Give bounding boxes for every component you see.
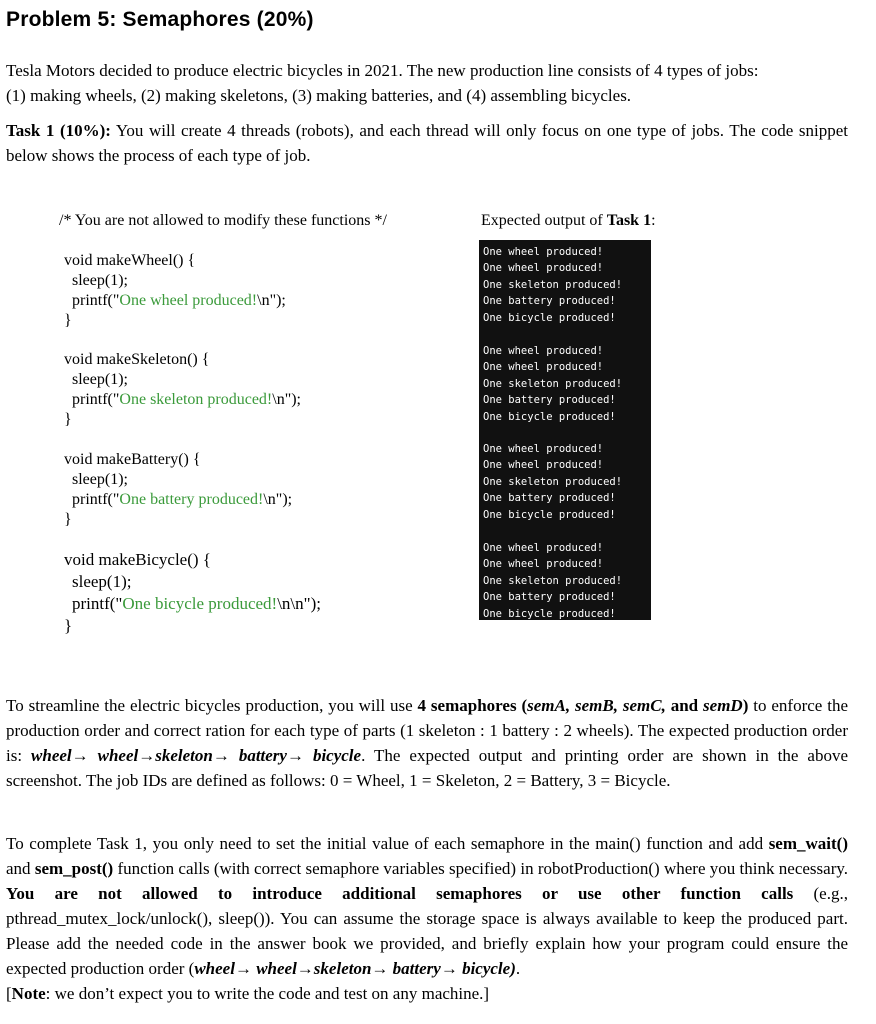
- text-run: .: [515, 959, 521, 978]
- function-signature: void makeBattery() {: [64, 451, 201, 468]
- text-run-bold: and: [665, 696, 704, 715]
- task1-text: You will create 4 threads (robots), and each thread will only focus on one type of jobs. The code snippet below shows the process of each type of job.: [6, 121, 848, 165]
- function-make-battery: [64, 450, 292, 530]
- printf-message: One wheel produced!: [119, 292, 258, 309]
- task1-paragraph: [6, 118, 848, 168]
- expected-label-task: Task 1: [606, 212, 652, 229]
- expected-label-prefix: Expected output of: [481, 212, 607, 229]
- production-order: wheel→ wheel→skeleton→ battery→ bicycle: [31, 746, 362, 765]
- printf-close: \n");: [257, 292, 286, 309]
- semaphore-name-d: semD: [703, 696, 743, 715]
- restriction-text: You are not allowed to introduce additional semaphores or use other function calls: [6, 884, 794, 903]
- function-printf: [64, 490, 292, 510]
- function-close-brace: }: [64, 616, 73, 635]
- function-signature: void makeBicycle() {: [64, 550, 211, 569]
- text-run: . The expected output and printing order are shown in the above screenshot. The job IDs are defined as follows: 0 = Wheel, 1 = Skeleton, 2 = Battery, 3 = Bicycle.: [6, 746, 848, 790]
- terminal-line: One battery produced!: [483, 394, 616, 407]
- printf-close: \n");: [272, 391, 301, 408]
- function-close-brace: }: [64, 312, 72, 329]
- code-comment: /* You are not allowed to modify these functions */: [59, 212, 387, 229]
- streamline-paragraph: [6, 693, 848, 793]
- terminal-line: One wheel produced!: [483, 361, 604, 374]
- function-close-brace: }: [64, 511, 72, 528]
- terminal-output-screenshot: [479, 240, 651, 620]
- terminal-line: One bicycle produced!: [483, 607, 616, 620]
- terminal-line: One bicycle produced!: [483, 410, 616, 423]
- printf-message: One bicycle produced!: [122, 594, 278, 613]
- terminal-line: One bicycle produced!: [483, 311, 616, 324]
- function-printf: [64, 291, 286, 311]
- terminal-line: One wheel produced!: [483, 459, 604, 472]
- printf-open: printf(": [72, 292, 120, 309]
- printf-close: \n\n");: [277, 594, 321, 613]
- text-run: function calls (with correct semaphore variables specified) in robotProduction() where you think necessary.: [113, 859, 848, 878]
- function-sleep: sleep(1);: [72, 471, 128, 488]
- problem-title: Problem 5: Semaphores (20%): [6, 8, 314, 31]
- terminal-line: One wheel produced!: [483, 443, 604, 455]
- printf-open: printf(": [72, 391, 120, 408]
- terminal-line: One wheel produced!: [483, 558, 604, 571]
- printf-open: printf(": [72, 491, 120, 508]
- task1-label: Task 1 (10%):: [6, 121, 111, 140]
- function-sleep: sleep(1);: [72, 272, 128, 289]
- terminal-line: One battery produced!: [483, 591, 616, 604]
- terminal-line: One skeleton produced!: [483, 574, 623, 587]
- terminal-line: One battery produced!: [483, 492, 616, 505]
- function-make-wheel: [64, 251, 286, 331]
- note-text: : we don’t expect you to write the code and test on any machine.]: [45, 984, 490, 1003]
- terminal-line: One skeleton produced!: [483, 278, 623, 291]
- terminal-line: One wheel produced!: [483, 246, 604, 258]
- text-run: To complete Task 1, you only need to set the initial value of each semaphore in the main() function and add: [6, 834, 769, 853]
- text-run: and: [6, 859, 35, 878]
- printf-open: printf(": [72, 594, 123, 613]
- intro-line-1: Tesla Motors decided to produce electric bicycles in 2021. The new production line consists of 4 types of jobs:: [6, 61, 759, 80]
- printf-message: One skeleton produced!: [119, 391, 273, 408]
- printf-message: One battery produced!: [119, 491, 264, 508]
- terminal-line: One battery produced!: [483, 295, 616, 308]
- text-run: (e.g., pthread_mutex_lock/unlock(), sleep()). You can assume the storage space is always available to keep the produced part. Please add the needed code in the answer book we provided, and briefly explain how your program could ensure the expected production order (: [6, 884, 848, 978]
- production-order: wheel→ wheel→skeleton→ battery→ bicycle): [194, 959, 516, 978]
- text-run: To streamline the electric bicycles production, you will use: [6, 696, 418, 715]
- intro-paragraph: [6, 58, 848, 108]
- terminal-line: One skeleton produced!: [483, 475, 623, 488]
- semaphore-count: 4 semaphores (: [417, 696, 528, 715]
- semaphore-names: semA, semB, semC,: [527, 696, 666, 715]
- terminal-line: One bicycle produced!: [483, 508, 616, 521]
- function-printf: [64, 593, 321, 615]
- function-make-bicycle: [64, 549, 321, 637]
- terminal-line: One wheel produced!: [483, 542, 604, 554]
- text-run: to enforce the production order and correct ration for each type of parts (1 skeleton : 1 battery : 2 wheels). The expected production order is:: [6, 696, 849, 765]
- sem-post-call: sem_post(): [34, 859, 114, 878]
- printf-close: \n");: [263, 491, 293, 508]
- expected-output-label: [481, 211, 656, 231]
- note-open: [: [6, 984, 12, 1003]
- function-close-brace: }: [64, 411, 72, 428]
- function-printf: [64, 390, 301, 410]
- terminal-line: One wheel produced!: [483, 345, 604, 357]
- sem-wait-call: sem_wait(): [768, 834, 848, 853]
- function-sleep: sleep(1);: [72, 572, 132, 591]
- terminal-line: One skeleton produced!: [483, 377, 623, 390]
- function-signature: void makeWheel() {: [64, 252, 196, 269]
- note-label: Note: [11, 984, 46, 1003]
- terminal-line: One wheel produced!: [483, 262, 604, 275]
- expected-label-suffix: :: [651, 212, 656, 229]
- intro-line-2: (1) making wheels, (2) making skeletons, (3) making batteries, and (4) assembling bicycles.: [6, 86, 632, 105]
- function-make-skeleton: [64, 350, 301, 430]
- complete-task-paragraph: [6, 831, 848, 1006]
- function-signature: void makeSkeleton() {: [64, 351, 210, 368]
- text-run-bold: ): [742, 696, 749, 715]
- function-sleep: sleep(1);: [72, 371, 128, 388]
